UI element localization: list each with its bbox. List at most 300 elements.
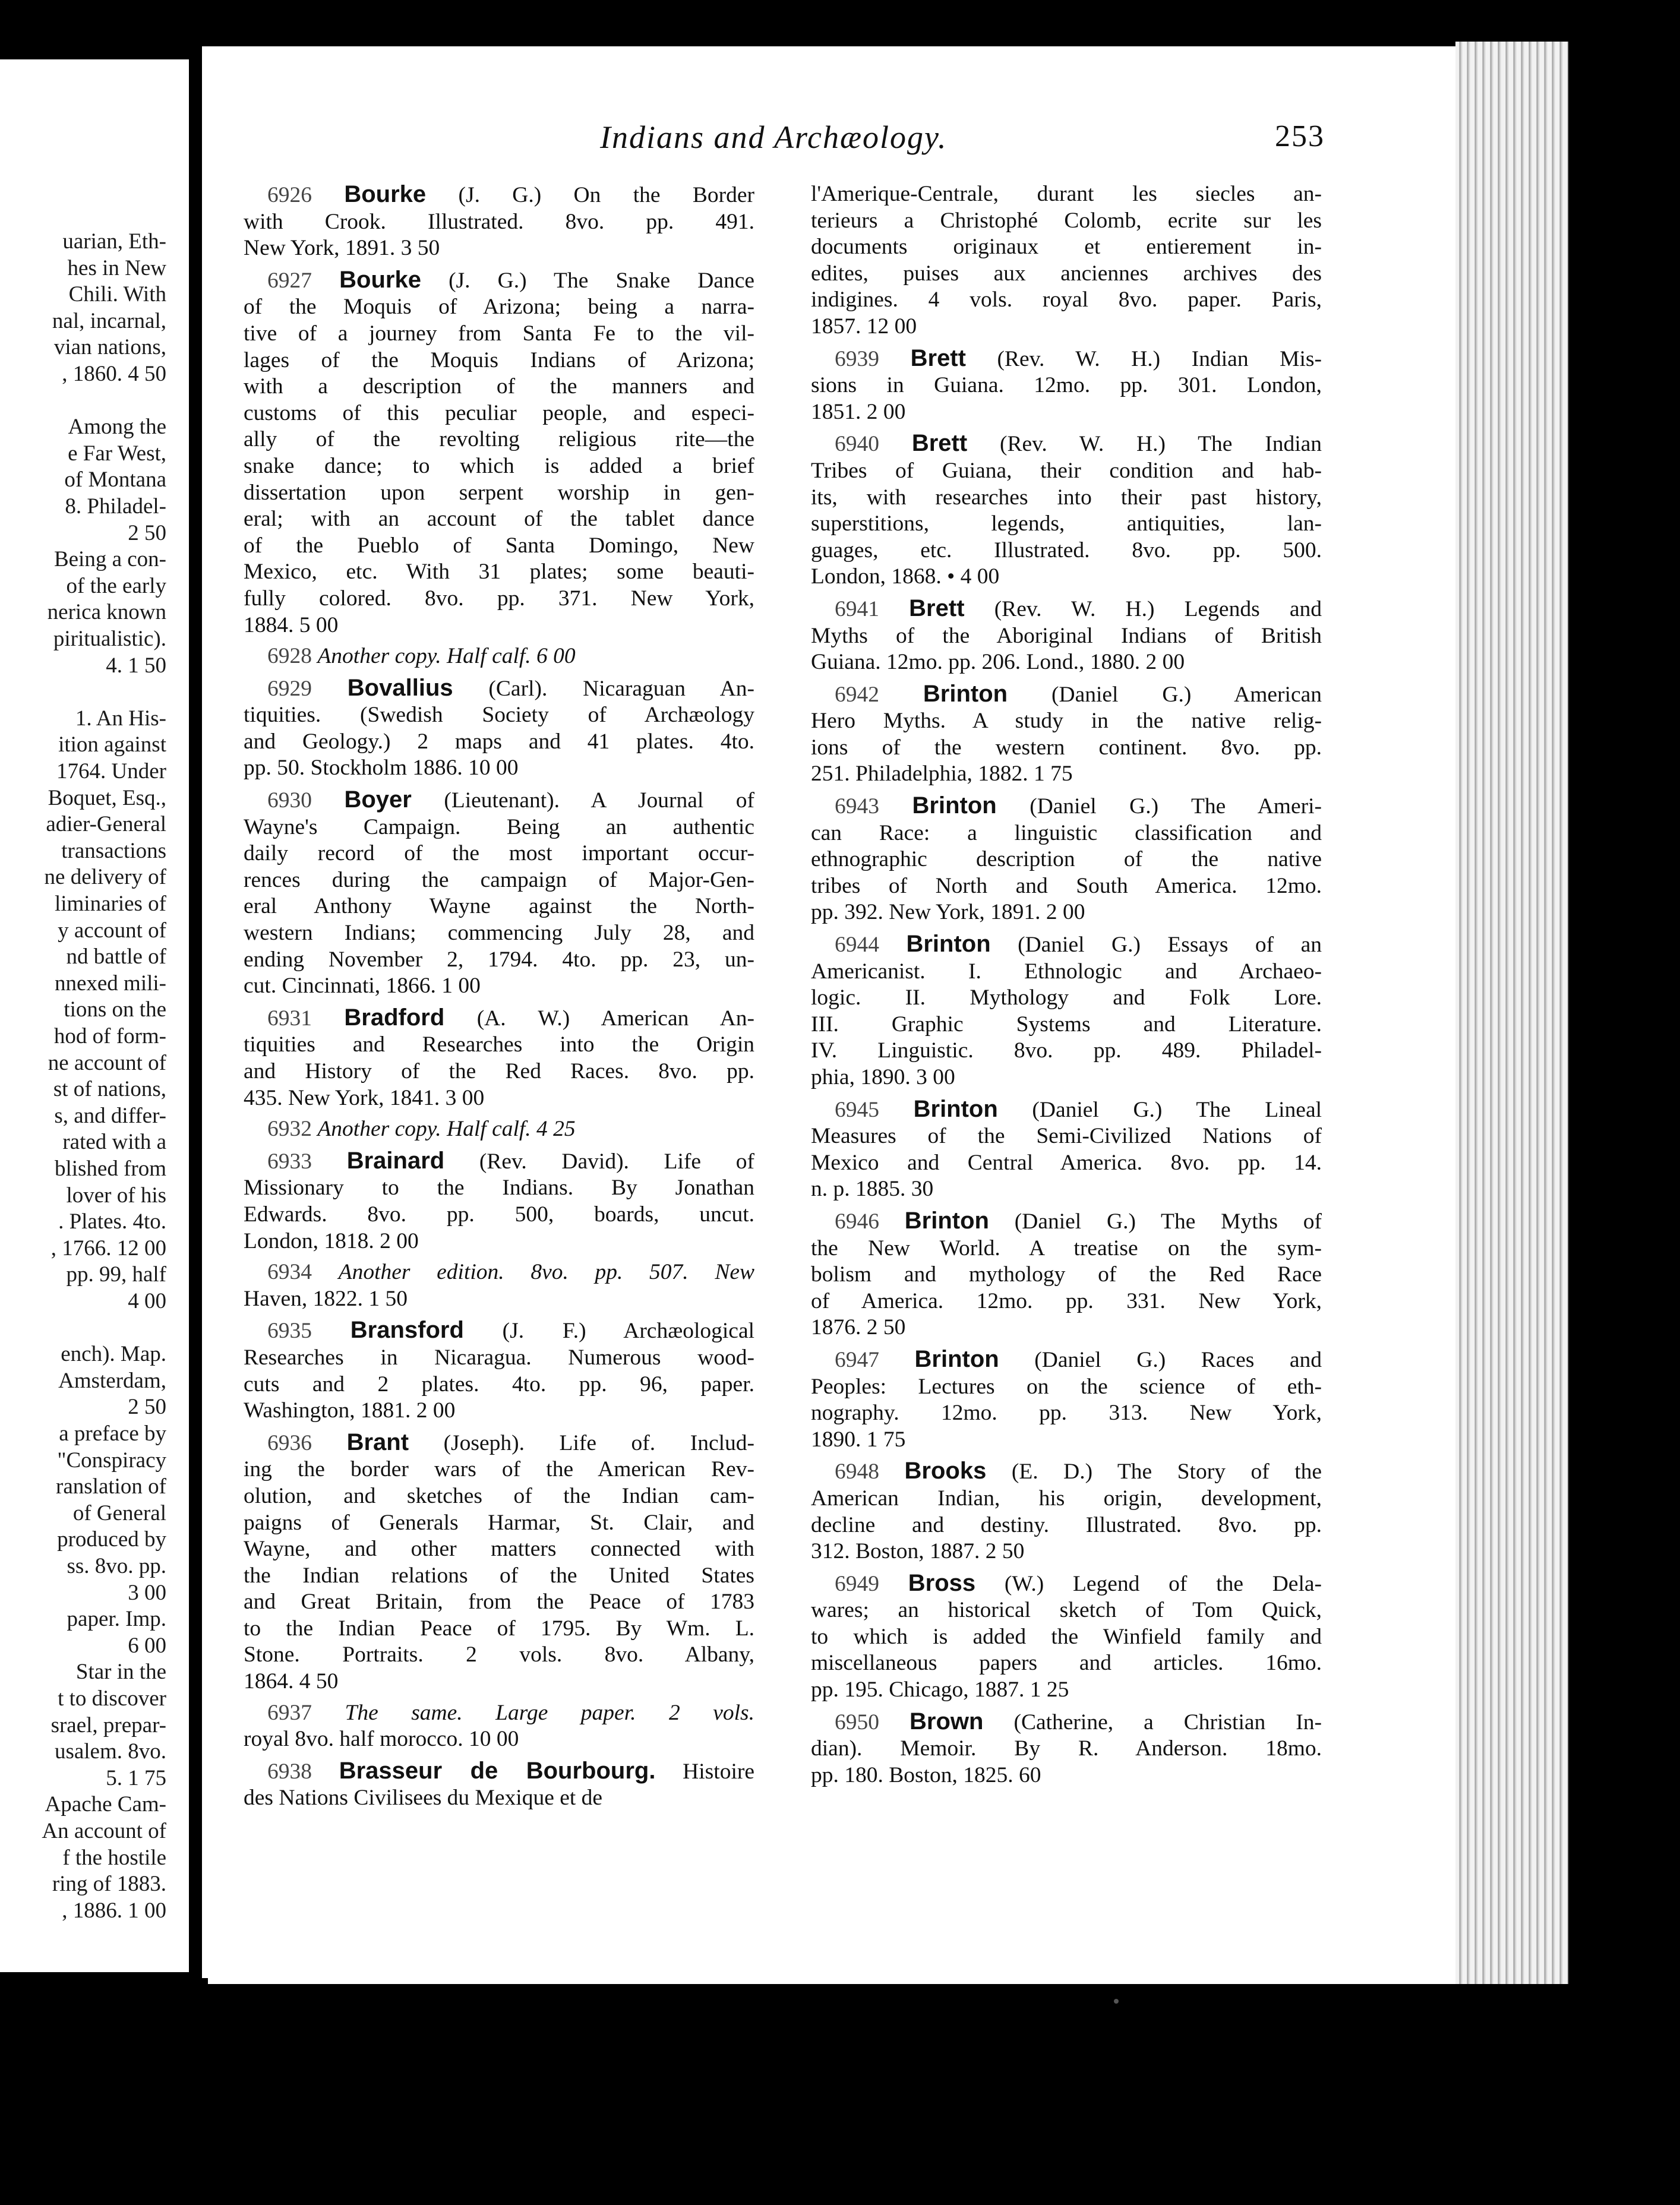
entry-text: 1876. 2 50 [811, 1315, 906, 1340]
entry-line [244, 1148, 754, 1176]
entry-line [244, 1175, 754, 1202]
entry-text: and History of the Red Races. 8vo. pp. [244, 1059, 754, 1083]
entry-text: lages of the Moquis Indians of Arizona; [244, 348, 754, 372]
author-name: Bourke [339, 266, 421, 293]
entry-line [244, 181, 754, 209]
facing-page-line: ss. 8vo. pp. [67, 1554, 166, 1578]
facing-page-line: Being a con- [53, 547, 166, 572]
entry-line [811, 1288, 1322, 1315]
entry-text: olution, and sketches of the Indian cam- [244, 1483, 754, 1508]
entry-text: IV. Linguistic. 8vo. pp. 489. Philadel- [811, 1038, 1322, 1063]
author-name: Bransford [350, 1317, 464, 1344]
author-name: Brainard [346, 1147, 445, 1174]
entry-text: and Geology.) 2 maps and 41 plates. 4to. [244, 729, 754, 754]
entry-text: cut. Cincinnati, 1866. 1 00 [244, 974, 481, 999]
entry-text: pp. 195. Chicago, 1887. 1 25 [811, 1678, 1069, 1702]
author-name: Brett [910, 345, 966, 371]
catalog-entry [244, 1116, 754, 1143]
item-number: 6942 [835, 682, 879, 707]
entry-text: decline and destiny. Illustrated. 8vo. pp. [811, 1512, 1322, 1537]
entry-text: eral Anthony Wayne against the North- [244, 894, 754, 919]
facing-page-line: f the hostile [62, 1845, 166, 1870]
catalog-entry [811, 792, 1322, 926]
entry-text: ending November 2, 1794. 4to. pp. 23, un- [244, 947, 754, 972]
catalog-entry [244, 1148, 754, 1255]
facing-page-line: t to discover [58, 1686, 166, 1711]
facing-page-line: lover of his [66, 1183, 166, 1208]
facing-page-line: Chili. With [68, 282, 166, 307]
entry-text: fully colored. 8vo. pp. 371. New York, [244, 586, 754, 611]
entry-line [244, 1726, 754, 1753]
facing-page-line: hod of form- [53, 1024, 166, 1048]
item-number: 6949 [835, 1571, 879, 1596]
entry-text: cuts and 2 plates. 4to. pp. 96, paper. [244, 1372, 754, 1397]
entry-text: (E. D.) The Story of the [986, 1460, 1322, 1484]
entry-text: 1890. 1 75 [811, 1427, 906, 1452]
entry-text: (Lieutenant). A Journal of [411, 788, 754, 813]
entry-line [811, 564, 1322, 590]
entry-line [811, 1427, 1322, 1454]
entry-text: documents originaux et entierement in- [811, 235, 1322, 260]
entry-text: superstitions, legends, antiquities, lan- [811, 511, 1322, 536]
entry-line [244, 321, 754, 348]
entry-line [244, 586, 754, 612]
entry-text: pp. 392. New York, 1891. 2 00 [811, 900, 1085, 925]
facing-page-line: adier-General [46, 812, 166, 837]
facing-page-line: 1764. Under [56, 759, 166, 784]
entry-text: wares; an historical sketch of Tom Quick, [811, 1598, 1322, 1623]
item-number: 6950 [835, 1710, 879, 1735]
entry-text: (Catherine, a Christian In- [983, 1710, 1322, 1735]
item-number: 6927 [267, 268, 312, 293]
entry-text: (Daniel G.) American [1008, 682, 1322, 707]
catalog-entry [244, 1429, 754, 1695]
entry-text: Tribes of Guiana, their condition and hab- [811, 458, 1322, 483]
entry-line [811, 1624, 1322, 1651]
entry-line [244, 1116, 754, 1143]
catalog-entry [811, 1096, 1322, 1203]
entry-text: (Daniel G.) Races and [999, 1347, 1322, 1372]
entry-line [811, 649, 1322, 676]
entry-line [244, 1785, 754, 1812]
facing-page-line: of Montana [64, 467, 166, 492]
facing-page-line: 3 00 [128, 1580, 166, 1605]
entry-line [244, 1032, 754, 1059]
entry-line [811, 1597, 1322, 1624]
facing-page-line: ring of 1883. [52, 1872, 166, 1897]
entry-line [811, 1539, 1322, 1565]
entry-text: to the Indian Peace of 1795. By Wm. L. [244, 1616, 754, 1641]
entry-line [811, 1400, 1322, 1427]
facing-page-line: ne account of [48, 1050, 166, 1075]
entry-text: (Carl). Nicaraguan An- [453, 676, 754, 701]
catalog-entry [811, 430, 1322, 590]
author-name: Brinton [914, 1345, 999, 1372]
entry-text: guages, etc. Illustrated. 8vo. pp. 500. [811, 538, 1322, 563]
running-title: Indians and Archæology. [600, 119, 948, 155]
entry-line [244, 1398, 754, 1424]
entry-line [811, 1570, 1322, 1598]
entry-text: Another copy. Half calf. 6 00 [317, 644, 576, 669]
entry-line [811, 792, 1322, 820]
entry-text: 435. New York, 1841. 3 00 [244, 1085, 485, 1110]
entry-text: tiquities and Researches into the Origin [244, 1032, 754, 1057]
facing-page-line: y account of [58, 918, 166, 943]
entry-line [244, 267, 754, 295]
facing-page-line: nnexed mili- [54, 971, 166, 996]
entry-line [811, 846, 1322, 873]
scan-border-top [0, 0, 1680, 46]
catalog-column-right [811, 181, 1322, 1793]
facing-page-line: s, and differ- [54, 1103, 166, 1128]
page-number: 253 [1275, 119, 1325, 153]
entry-line [811, 1677, 1322, 1704]
item-number: 6931 [267, 1006, 312, 1031]
entry-line [244, 209, 754, 236]
facing-page-line: nerica known [47, 600, 166, 625]
facing-page-line: st of nations, [53, 1077, 166, 1102]
author-name: Bourke [344, 181, 427, 207]
entry-line [244, 973, 754, 1000]
entry-line [244, 1669, 754, 1695]
entry-text: of the Moquis of Arizona; being a narra- [244, 295, 754, 320]
entry-line [811, 1038, 1322, 1064]
entry-line [811, 1762, 1322, 1789]
facing-page-line: hes in New [67, 255, 166, 280]
item-number: 6945 [835, 1097, 879, 1122]
entry-line [244, 533, 754, 560]
facing-page-line: uarian, Eth- [62, 229, 166, 254]
entry-line [244, 675, 754, 703]
entry-line [811, 345, 1322, 373]
author-name: Brinton [904, 1207, 989, 1234]
entry-text: and Great Britain, from the Peace of 1783 [244, 1590, 754, 1615]
facing-page-line: Boquet, Esq., [48, 785, 166, 810]
facing-page-line: srael, prepar- [50, 1713, 166, 1738]
facing-page-line: "Conspiracy [57, 1448, 166, 1473]
entry-text: customs of this peculiar people, and especi- [244, 400, 754, 425]
entry-text: bolism and mythology of the Red Race [811, 1262, 1322, 1287]
entry-line [811, 1262, 1322, 1288]
entry-line [811, 261, 1322, 288]
entry-line [244, 374, 754, 400]
entry-line [811, 208, 1322, 235]
entry-text: ethnographic description of the native [811, 847, 1322, 872]
running-head [398, 119, 1360, 160]
entry-text: (J. G.) The Snake Dance [421, 268, 754, 293]
entry-line [244, 1259, 754, 1286]
entry-line [244, 1085, 754, 1112]
facing-page-line: . Plates. 4to. [58, 1209, 166, 1234]
entry-line [811, 1236, 1322, 1262]
entry-line [244, 702, 754, 729]
facing-page-line: ench). Map. [61, 1342, 166, 1367]
facing-page-line: usalem. 8vo. [54, 1739, 166, 1764]
entry-text: the Indian relations of the United States [244, 1563, 754, 1588]
facing-page-line: Amsterdam, [58, 1368, 166, 1393]
entry-line [244, 1004, 754, 1032]
entry-line [244, 559, 754, 586]
entry-line [244, 453, 754, 480]
entry-line [811, 234, 1322, 261]
facing-page-line: Star in the [75, 1660, 166, 1685]
entry-line [244, 612, 754, 639]
item-number: 6944 [835, 933, 879, 958]
catalog-entry [811, 1208, 1322, 1341]
entry-line [811, 1176, 1322, 1203]
entry-line [244, 893, 754, 920]
entry-text: daily record of the most important occur- [244, 841, 754, 866]
entry-text: 1864. 4 50 [244, 1669, 339, 1694]
entry-line [811, 820, 1322, 847]
entry-line [244, 1563, 754, 1590]
catalog-entry [244, 643, 754, 670]
author-name: Brett [909, 595, 965, 621]
facing-page-line: 1. An His- [75, 706, 166, 731]
catalog-entry [811, 345, 1322, 426]
entry-text: western Indians; commencing July 28, and [244, 921, 754, 946]
author-name: Brett [911, 430, 968, 457]
facing-page-line: Apache Cam- [45, 1792, 166, 1817]
item-number: 6926 [267, 183, 312, 207]
entry-line [811, 458, 1322, 485]
entry-text: logic. II. Mythology and Folk Lore. [811, 985, 1322, 1010]
entry-text: paigns of Generals Harmar, St. Clair, and [244, 1510, 754, 1535]
author-name: Bovallius [347, 674, 453, 701]
book-page-edges [1455, 42, 1568, 1984]
facing-page-line: , 1886. 1 00 [62, 1898, 166, 1923]
entry-text: terieurs a Christophé Colomb, ecrite sur les [811, 208, 1322, 233]
entry-line [811, 181, 1322, 208]
facing-page-line: 2 50 [128, 1395, 166, 1420]
item-number: 6935 [267, 1319, 312, 1344]
facing-page-line: 2 50 [128, 520, 166, 545]
entry-text: ions of the western continent. 8vo. pp. [811, 735, 1322, 760]
entry-line [811, 873, 1322, 900]
facing-page-line: of General [72, 1500, 166, 1525]
facing-page-line: 5. 1 75 [106, 1765, 166, 1790]
catalog-entry [811, 1346, 1322, 1453]
entry-text: pp. 180. Boston, 1825. 60 [811, 1762, 1041, 1787]
entry-text: edites, puises aux anciennes archives des [811, 261, 1322, 286]
facing-page-line: pp. 99, half [66, 1262, 166, 1287]
entry-text: Peoples: Lectures on the science of eth- [811, 1374, 1322, 1399]
entry-text: its, with researches into their past history, [811, 485, 1322, 510]
entry-line [811, 931, 1322, 959]
facing-page-line: Among the [68, 415, 166, 440]
entry-line [811, 1315, 1322, 1341]
entry-line [811, 399, 1322, 426]
facing-page-line: ne delivery of [44, 865, 166, 890]
item-number: 6937 [267, 1700, 312, 1725]
facing-page-line: produced by [57, 1527, 166, 1552]
entry-text: III. Graphic Systems and Literature. [811, 1012, 1322, 1037]
entry-line [811, 1150, 1322, 1177]
entry-text: ing the border wars of the American Rev- [244, 1457, 754, 1482]
entry-line [244, 1228, 754, 1255]
entry-line [244, 1510, 754, 1537]
entry-text: (W.) Legend of the Dela- [975, 1571, 1322, 1596]
entry-text: (Rev. David). Life of [444, 1149, 755, 1174]
catalog-entry [244, 267, 754, 639]
catalog-entry [811, 1708, 1322, 1789]
entry-line [811, 1064, 1322, 1091]
author-name: Bross [908, 1569, 976, 1596]
entry-line [244, 814, 754, 841]
entry-text: nography. 12mo. pp. 313. New York, [811, 1401, 1322, 1426]
entry-line [811, 595, 1322, 623]
entry-text: Myths of the Aboriginal Indians of British [811, 623, 1322, 648]
entry-line [244, 867, 754, 894]
facing-page-line: , 1766. 12 00 [50, 1236, 166, 1261]
entry-text: Stone. Portraits. 2 vols. 8vo. Albany, [244, 1642, 754, 1667]
facing-page-line: nal, incarnal, [52, 308, 166, 333]
entry-line [244, 506, 754, 533]
facing-page-line: ranslation of [56, 1474, 166, 1499]
entry-line [811, 1346, 1322, 1374]
entry-line [811, 1374, 1322, 1401]
entry-line [811, 1486, 1322, 1512]
scan-border-right [1562, 0, 1680, 2205]
entry-text: (J. G.) On the Border [426, 183, 754, 207]
entry-line [244, 1536, 754, 1563]
item-number: 6929 [267, 676, 312, 701]
entry-text: London, 1868. • 4 00 [811, 564, 1000, 589]
entry-text: with a description of the manners and [244, 374, 754, 399]
facing-page-line: 4. 1 50 [106, 653, 166, 678]
entry-line [244, 841, 754, 867]
entry-line [811, 959, 1322, 985]
entry-text: Edwards. 8vo. pp. 500, boards, uncut. [244, 1202, 754, 1227]
facing-page-line: piritualistic). [53, 627, 166, 651]
entry-line [244, 729, 754, 756]
entry-line [811, 485, 1322, 511]
entry-text: 251. Philadelphia, 1882. 1 75 [811, 762, 1073, 786]
facing-page-line: , 1860. 4 50 [62, 362, 166, 386]
entry-line [244, 1457, 754, 1483]
entry-text: (Daniel G.) Essays of an [990, 933, 1322, 958]
entry-text: Wayne, and other matters connected with [244, 1537, 754, 1562]
entry-text: New York, 1891. 3 50 [244, 236, 440, 261]
entry-text: (Daniel G.) The Ameri- [996, 794, 1322, 819]
facing-page-line: ition against [58, 732, 166, 757]
entry-text: Another copy. Half calf. 4 25 [317, 1117, 576, 1142]
entry-line [244, 643, 754, 670]
facing-page-line: a preface by [59, 1421, 166, 1446]
catalog-entry [244, 786, 754, 1000]
entry-text: l'Amerique-Centrale, durant les siecles an- [811, 182, 1322, 206]
entry-line [244, 294, 754, 321]
entry-line [811, 1736, 1322, 1762]
entry-text: ally of the revolting religious rite—the [244, 427, 754, 452]
entry-text: American Indian, his origin, development, [811, 1486, 1322, 1511]
entry-text: miscellaneous papers and articles. 16mo. [811, 1651, 1322, 1676]
entry-text: (J. F.) Archæological [463, 1319, 755, 1344]
entry-line [811, 735, 1322, 762]
entry-text: des Nations Civilisees du Mexique et de [244, 1786, 603, 1811]
entry-line [811, 1708, 1322, 1736]
entry-line [811, 1512, 1322, 1539]
entry-text: tribes of North and South America. 12mo. [811, 873, 1322, 898]
entry-text: tive of a journey from Santa Fe to the vil- [244, 321, 754, 346]
entry-text: 312. Boston, 1887. 2 50 [811, 1539, 1025, 1564]
entry-line [811, 1012, 1322, 1038]
entry-text: tiquities. (Swedish Society of Archæology [244, 703, 754, 728]
entry-text: phia, 1890. 3 00 [811, 1065, 955, 1089]
entry-text: (Rev. W. H.) Indian Mis- [965, 346, 1322, 371]
entry-line [811, 287, 1322, 314]
facing-page-line: vian nations, [53, 335, 166, 360]
catalog-entry [244, 1004, 754, 1111]
author-name: Bradford [344, 1004, 445, 1031]
item-number: 6933 [267, 1149, 312, 1174]
entry-text: Researches in Nicaragua. Numerous wood- [244, 1345, 754, 1370]
catalog-entry [244, 675, 754, 782]
entry-line [244, 920, 754, 947]
entry-text: Haven, 1822. 1 50 [244, 1286, 408, 1311]
author-name: Brinton [906, 931, 991, 958]
entry-line [811, 1123, 1322, 1150]
left-page-fragment [0, 59, 189, 1972]
entry-line [244, 1700, 754, 1727]
entry-text: royal 8vo. half morocco. 10 00 [244, 1727, 519, 1752]
catalog-entry [244, 181, 754, 262]
entry-text: snake dance; to which is added a brief [244, 453, 754, 478]
entry-text: of the Pueblo of Santa Domingo, New [244, 533, 754, 558]
entry-line [244, 1429, 754, 1457]
facing-page-line: e Far West, [68, 441, 166, 466]
catalog-column-left [244, 181, 754, 1817]
catalog-entry [244, 1700, 754, 1753]
entry-line [244, 480, 754, 507]
entry-text: dian). Memoir. By R. Anderson. 18mo. [811, 1736, 1322, 1761]
entry-text: the New World. A treatise on the sym- [811, 1236, 1322, 1261]
entry-text: can Race: a linguistic classification and [811, 820, 1322, 845]
entry-text: Missionary to the Indians. By Jonathan [244, 1176, 754, 1201]
facing-page-line: of the early [66, 573, 166, 598]
entry-text: (Daniel G.) The Lineal [997, 1097, 1322, 1122]
entry-line [244, 1483, 754, 1510]
entry-line [811, 1096, 1322, 1124]
entry-line [244, 786, 754, 814]
entry-text: London, 1818. 2 00 [244, 1228, 419, 1253]
entry-text: indigines. 4 vols. royal 8vo. paper. Paris, [811, 288, 1322, 312]
entry-line [244, 1758, 754, 1786]
facing-page-line: nd battle of [66, 944, 166, 969]
item-number: 6947 [835, 1347, 879, 1372]
entry-line [244, 947, 754, 974]
facing-page-line: 8. Philadel- [65, 494, 166, 519]
catalog-entry [244, 1259, 754, 1312]
entry-line [811, 623, 1322, 650]
entry-text: Measures of the Semi-Civilized Nations of [811, 1124, 1322, 1149]
entry-line [244, 1317, 754, 1345]
entry-line [811, 430, 1322, 458]
entry-line [811, 538, 1322, 564]
entry-text: pp. 50. Stockholm 1886. 10 00 [244, 756, 519, 781]
author-name: Brown [910, 1708, 984, 1735]
author-name: Boyer [344, 786, 412, 813]
entry-line [244, 348, 754, 374]
item-number: 6936 [267, 1430, 312, 1455]
author-name: Brinton [912, 792, 997, 819]
facing-page-line: rated with a [62, 1130, 166, 1155]
entry-text: Another edition. 8vo. pp. 507. New [338, 1260, 755, 1285]
entry-line [244, 1616, 754, 1642]
facing-page-line: 4 00 [128, 1289, 166, 1313]
entry-line [244, 235, 754, 262]
entry-text: Mexico and Central America. 8vo. pp. 14. [811, 1150, 1322, 1175]
